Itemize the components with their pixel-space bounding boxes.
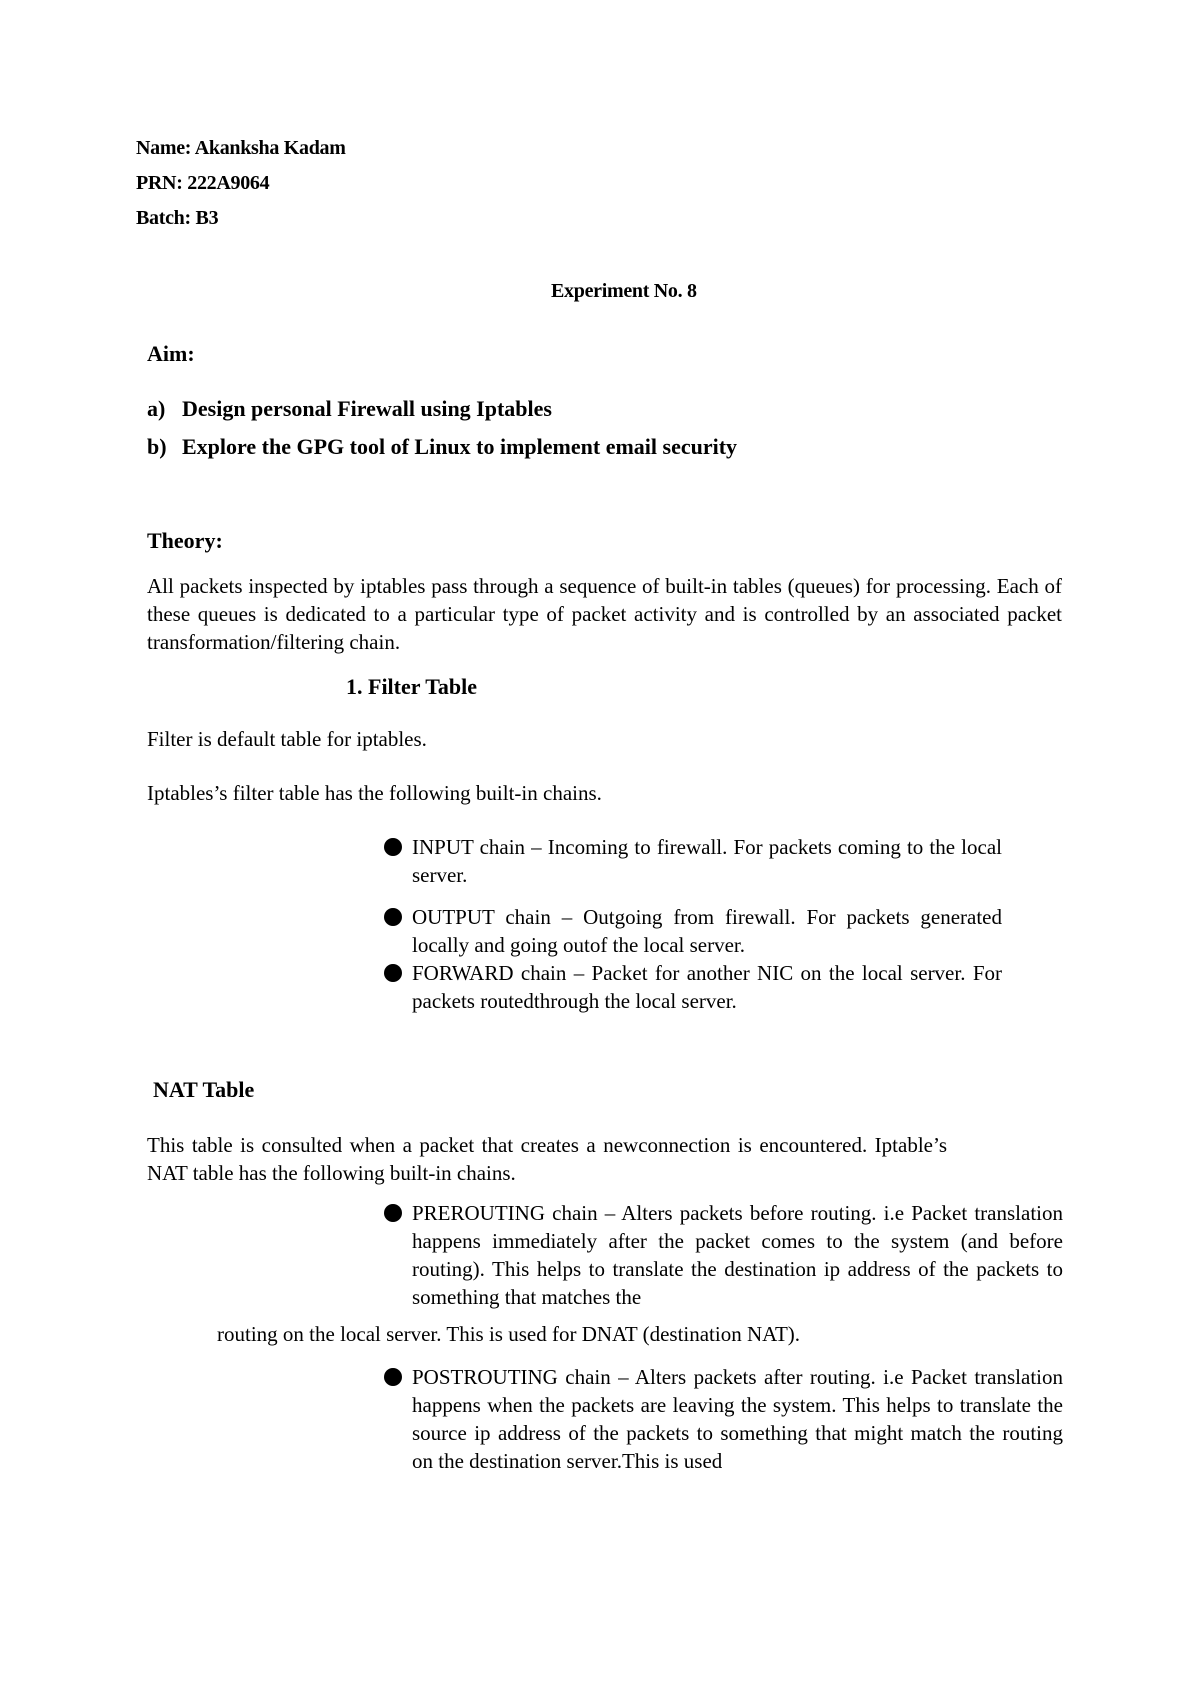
postrouting-chain-item: POSTROUTING chain – Alters packets after routing. i.e Packet translation happens when the packets are leaving the system. This helps to translate the source ip address of the packets to something that might match the routing on the destination server.This is used bbox=[412, 1365, 1063, 1473]
prerouting-chain-item: PREROUTING chain – Alters packets before routing. i.e Packet translation happens immediately after the packet comes to the system (and before routing). This helps to translate the destination ip address of the packets to something that matches the bbox=[412, 1201, 1063, 1309]
theory-label: Theory: bbox=[147, 528, 223, 553]
student-name: Name: Akanksha Kadam bbox=[136, 137, 346, 159]
prerouting-continued-line: routing on the local server. This is used for DNAT (destination NAT). bbox=[217, 1322, 801, 1346]
experiment-title: Experiment No. 8 bbox=[551, 280, 697, 302]
aim-item-b-text: Explore the GPG tool of Linux to implement email security bbox=[182, 434, 738, 459]
bullet-icon bbox=[384, 964, 402, 982]
nat-table-intro-paragraph: This table is consulted when a packet that creates a newconnection is encountered. Iptable’s NAT table has the following built-in chains. bbox=[147, 1133, 947, 1185]
student-prn: PRN: 222A9064 bbox=[136, 172, 270, 194]
aim-item-a-text: Design personal Firewall using Iptables bbox=[182, 396, 552, 421]
bullet-icon bbox=[384, 1368, 402, 1386]
forward-chain-item: FORWARD chain – Packet for another NIC on the local server. For packets routedthrough the local server. bbox=[412, 961, 1002, 1013]
nat-table-heading: NAT Table bbox=[153, 1077, 255, 1102]
bullet-icon bbox=[384, 908, 402, 926]
bullet-icon bbox=[384, 1204, 402, 1222]
output-chain-item: OUTPUT chain – Outgoing from firewall. For packets generated locally and going outof the local server. bbox=[412, 905, 1002, 957]
aim-item-a-marker: a) bbox=[147, 396, 166, 421]
filter-table-line-1: Filter is default table for iptables. bbox=[147, 727, 427, 751]
aim-item-b-marker: b) bbox=[147, 434, 167, 459]
input-chain-item: INPUT chain – Incoming to firewall. For packets coming to the local server. bbox=[412, 835, 1002, 887]
aim-label: Aim: bbox=[147, 341, 195, 366]
student-batch: Batch: B3 bbox=[136, 207, 219, 229]
bullet-icon bbox=[384, 838, 402, 856]
theory-intro-paragraph: All packets inspected by iptables pass through a sequence of built-in tables (queues) for processing. Each of these queues is dedicated to a particular type of packet activity and is controlled by an associated packet transformation/filtering chain. bbox=[147, 574, 1062, 654]
filter-table-line-2: Iptables’s filter table has the following built-in chains. bbox=[147, 781, 602, 805]
filter-table-heading: 1. Filter Table bbox=[346, 674, 477, 699]
